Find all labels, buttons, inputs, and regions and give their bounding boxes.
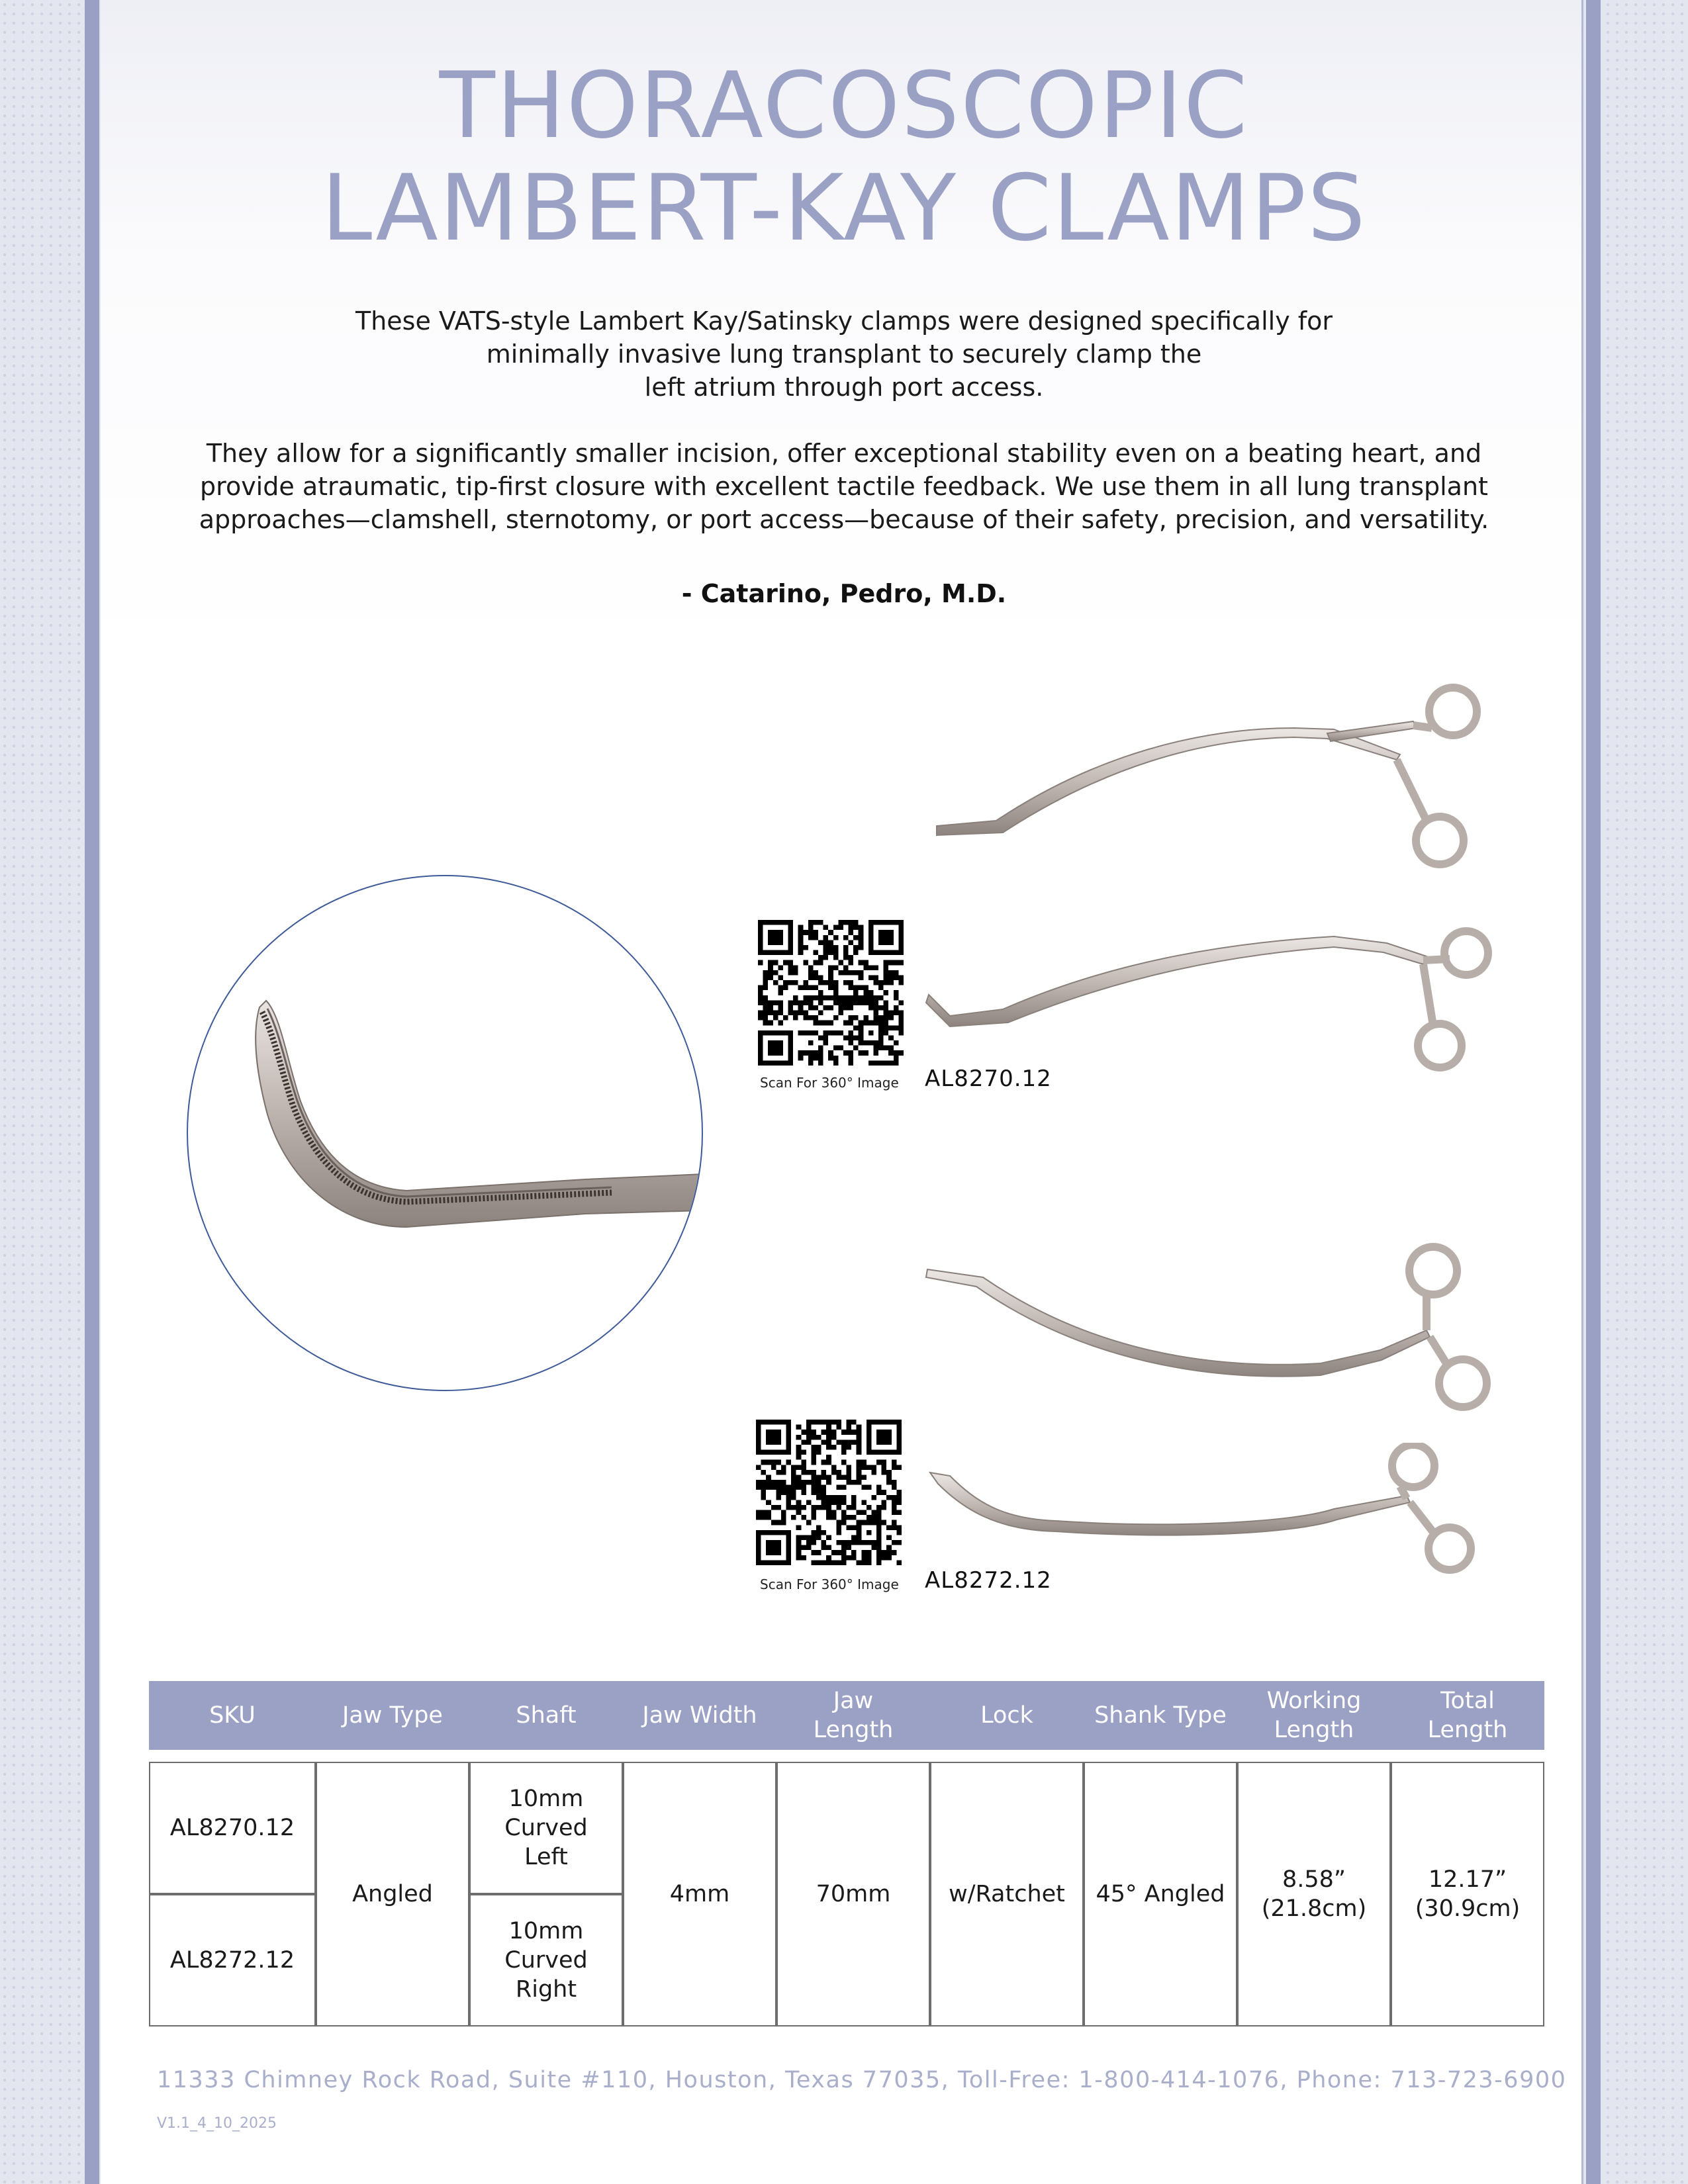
clamp-image-al8270-closed: [923, 917, 1519, 1082]
product-sku-label: AL8272.12: [925, 1567, 1052, 1594]
column-header-total-length: Total Length: [1391, 1681, 1544, 1750]
cell-jaw-type: Angled: [316, 1762, 469, 2026]
cell-sku: AL8270.12: [149, 1762, 316, 1894]
column-header-shank-type: Shank Type: [1084, 1681, 1237, 1750]
intro-line: minimally invasive lung transplant to securely clamp the: [486, 340, 1202, 369]
qr-code-al8270[interactable]: [758, 920, 904, 1066]
column-header-shaft: Shaft: [469, 1681, 623, 1750]
jaw-detail-zoom: [187, 875, 703, 1391]
intro-line: left atrium through port access.: [644, 373, 1044, 402]
cell-jaw-length: 70mm: [776, 1762, 930, 2026]
cell-sku: AL8272.12: [149, 1894, 316, 2026]
qr-code-al8272[interactable]: [756, 1420, 902, 1565]
cell-total-length: 12.17” (30.9cm): [1391, 1762, 1544, 2026]
testimonial-line: approaches—clamshell, sternotomy, or port access—because of their safety, precision, and versatility.: [199, 505, 1489, 534]
qr-caption: Scan For 360° Image: [760, 1075, 899, 1091]
testimonial-paragraph: [0, 437, 1688, 536]
clamp-image-al8270-open: [923, 682, 1519, 874]
page-title-line-2: LAMBERT-KAY CLAMPS: [321, 155, 1367, 261]
intro-line: These VATS-style Lambert Kay/Satinsky clamps were designed specifically for: [355, 306, 1333, 336]
column-header-jaw-width: Jaw Width: [623, 1681, 776, 1750]
testimonial-line: They allow for a significantly smaller incision, offer exceptional stability even on a beating heart, and: [206, 439, 1482, 468]
column-header-working-length: Working Length: [1237, 1681, 1391, 1750]
testimonial-author: - Catarino, Pedro, M.D.: [681, 579, 1007, 608]
column-header-jaw-length: Jaw Length: [776, 1681, 930, 1750]
product-sku-label: AL8270.12: [925, 1066, 1052, 1092]
page-title-line-1: THORACOSCOPIC: [439, 52, 1249, 159]
column-header-jaw-type: Jaw Type: [316, 1681, 469, 1750]
table-row: [149, 1762, 1544, 1894]
version-label: V1.1_4_10_2025: [157, 2115, 277, 2132]
cell-shank-type: 45° Angled: [1084, 1762, 1237, 2026]
intro-paragraph: [0, 304, 1688, 404]
cell-shaft: 10mm Curved Right: [469, 1894, 623, 2026]
testimonial-line: provide atraumatic, tip-first closure with excellent tactile feedback. We use them in all lung transplant: [200, 472, 1488, 501]
column-header-sku: SKU: [149, 1681, 316, 1750]
cell-lock: w/Ratchet: [930, 1762, 1084, 2026]
clamp-image-al8272-closed: [923, 1443, 1519, 1588]
footer-address: 11333 Chimney Rock Road, Suite #110, Houston, Texas 77035, Toll-Free: 1-800-414-1076, Phone: 713-723-6900: [157, 2067, 1567, 2093]
clamp-image-al8272-open: [923, 1238, 1519, 1416]
table-header-row: [149, 1681, 1544, 1750]
qr-caption: Scan For 360° Image: [760, 1576, 899, 1592]
jaw-closeup-image: [188, 876, 703, 1391]
cell-shaft: 10mm Curved Left: [469, 1762, 623, 1894]
cell-jaw-width: 4mm: [623, 1762, 776, 2026]
specification-table: [149, 1681, 1544, 2026]
cell-working-length: 8.58” (21.8cm): [1237, 1762, 1391, 2026]
column-header-lock: Lock: [930, 1681, 1084, 1750]
